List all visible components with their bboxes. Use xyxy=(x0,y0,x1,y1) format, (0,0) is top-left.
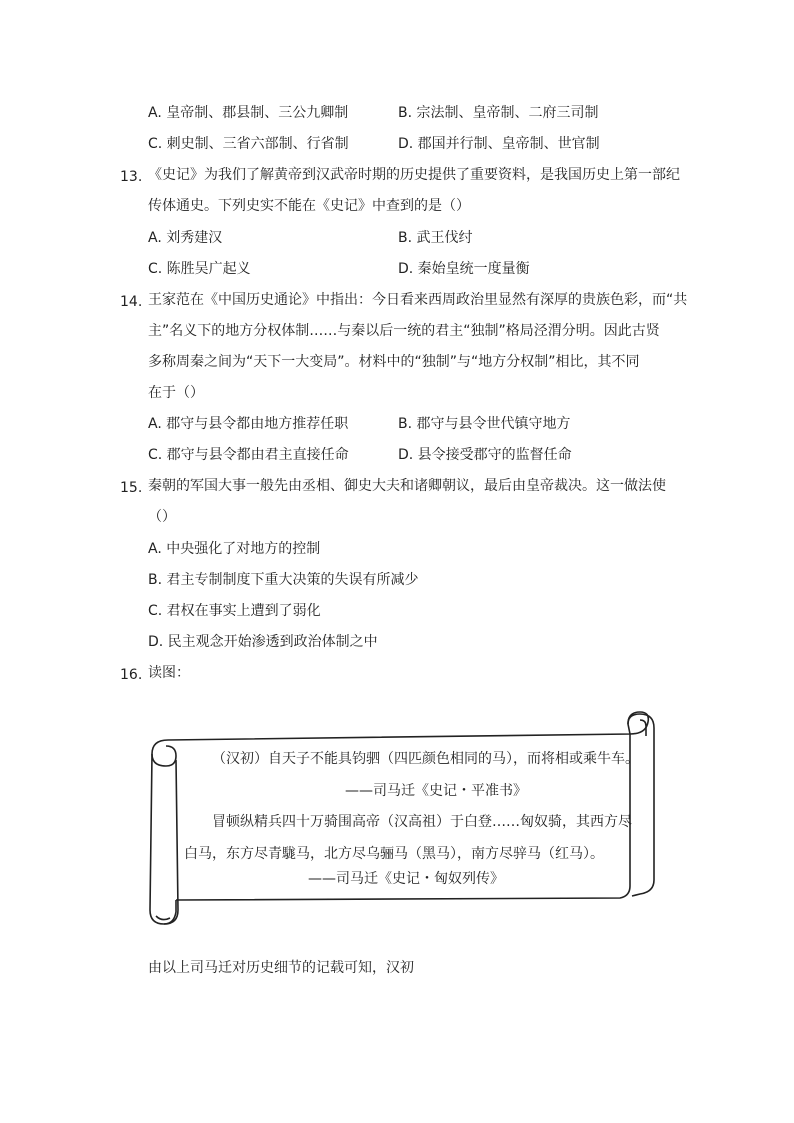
q15-option-c: C. 君权在事实上遭到了弱化 xyxy=(148,603,321,619)
q12-option-b: B. 宗法制、皇帝制、二府三司制 xyxy=(398,105,599,121)
q15-stem-line2: （） xyxy=(148,509,176,525)
q14-option-b: B. 郡守与县令世代镇守地方 xyxy=(398,416,571,432)
scroll-source-2: ——司马迁《史记・匈奴列传》 xyxy=(308,871,504,887)
q15-option-a: A. 中央强化了对地方的控制 xyxy=(148,541,321,557)
q12-option-c: C. 刺史制、三省六部制、行省制 xyxy=(148,136,349,152)
q16-followup: 由以上司马迁对历史细节的记载可知，汉初 xyxy=(148,960,414,976)
q13-option-b: B. 武王伐纣 xyxy=(398,230,473,246)
q15-number: 15. xyxy=(120,480,143,496)
q12-option-a: A. 皇帝制、郡县制、三公九卿制 xyxy=(148,105,349,121)
scroll-line-1: （汉初）自天子不能具钧驷（四匹颜色相同的马），而将相或乘牛车。 xyxy=(212,751,639,767)
q13-option-a: A. 刘秀建汉 xyxy=(148,230,223,246)
q12-option-d: D. 郡国并行制、皇帝制、世官制 xyxy=(398,136,600,152)
q15-stem-line1: 秦朝的军国大事一般先由丞相、御史大夫和诸卿朝议，最后由皇帝裁决。这一做法使 xyxy=(148,478,666,494)
q15-option-d: D. 民主观念开始渗透到政治体制之中 xyxy=(148,634,378,650)
q13-stem-line1: 《史记》为我们了解黄帝到汉武帝时期的历史提供了重要资料，是我国历史上第一部纪 xyxy=(148,167,680,183)
q14-stem-line2: 主”名义下的地方分权体制……与秦以后一统的君主“独制”格局泾渭分明。因此古贤 xyxy=(148,323,660,339)
q14-stem-line1: 王家范在《中国历史通论》中指出：今日看来西周政治里显然有深厚的贵族色彩，而“共 xyxy=(148,292,688,308)
q14-option-a: A. 郡守与县令都由地方推荐任职 xyxy=(148,416,349,432)
scroll-line-2: 冒顿纵精兵四十万骑围高帝（汉高祖）于白登……匈奴骑，其西方尽 xyxy=(212,814,632,830)
q14-option-d: D. 县令接受郡守的监督任命 xyxy=(398,447,572,463)
q16-stem: 读图： xyxy=(148,665,190,681)
q14-stem-line3: 多称周秦之间为“天下一大变局”。材料中的“独制”与“地方分权制”相比，其不同 xyxy=(148,354,640,370)
q14-number: 14. xyxy=(120,294,143,310)
q14-stem-line4: 在于（） xyxy=(148,385,204,401)
q16-number: 16. xyxy=(120,667,143,683)
scroll-source-1: ——司马迁《史记・平准书》 xyxy=(345,783,527,799)
q13-number: 13. xyxy=(120,169,143,185)
q15-option-b: B. 君主专制制度下重大决策的失误有所减少 xyxy=(148,572,419,588)
q13-option-c: C. 陈胜吴广起义 xyxy=(148,261,251,277)
q13-stem-line2: 传体通史。下列史实不能在《史记》中查到的是（） xyxy=(148,198,470,214)
q14-option-c: C. 郡守与县令都由君主直接任命 xyxy=(148,447,349,463)
scroll-line-3: 白马，东方尽青駹马，北方尽乌骊马（黑马），南方尽骍马（红马）。 xyxy=(184,846,604,862)
q13-option-d: D. 秦始皇统一度量衡 xyxy=(398,261,530,277)
